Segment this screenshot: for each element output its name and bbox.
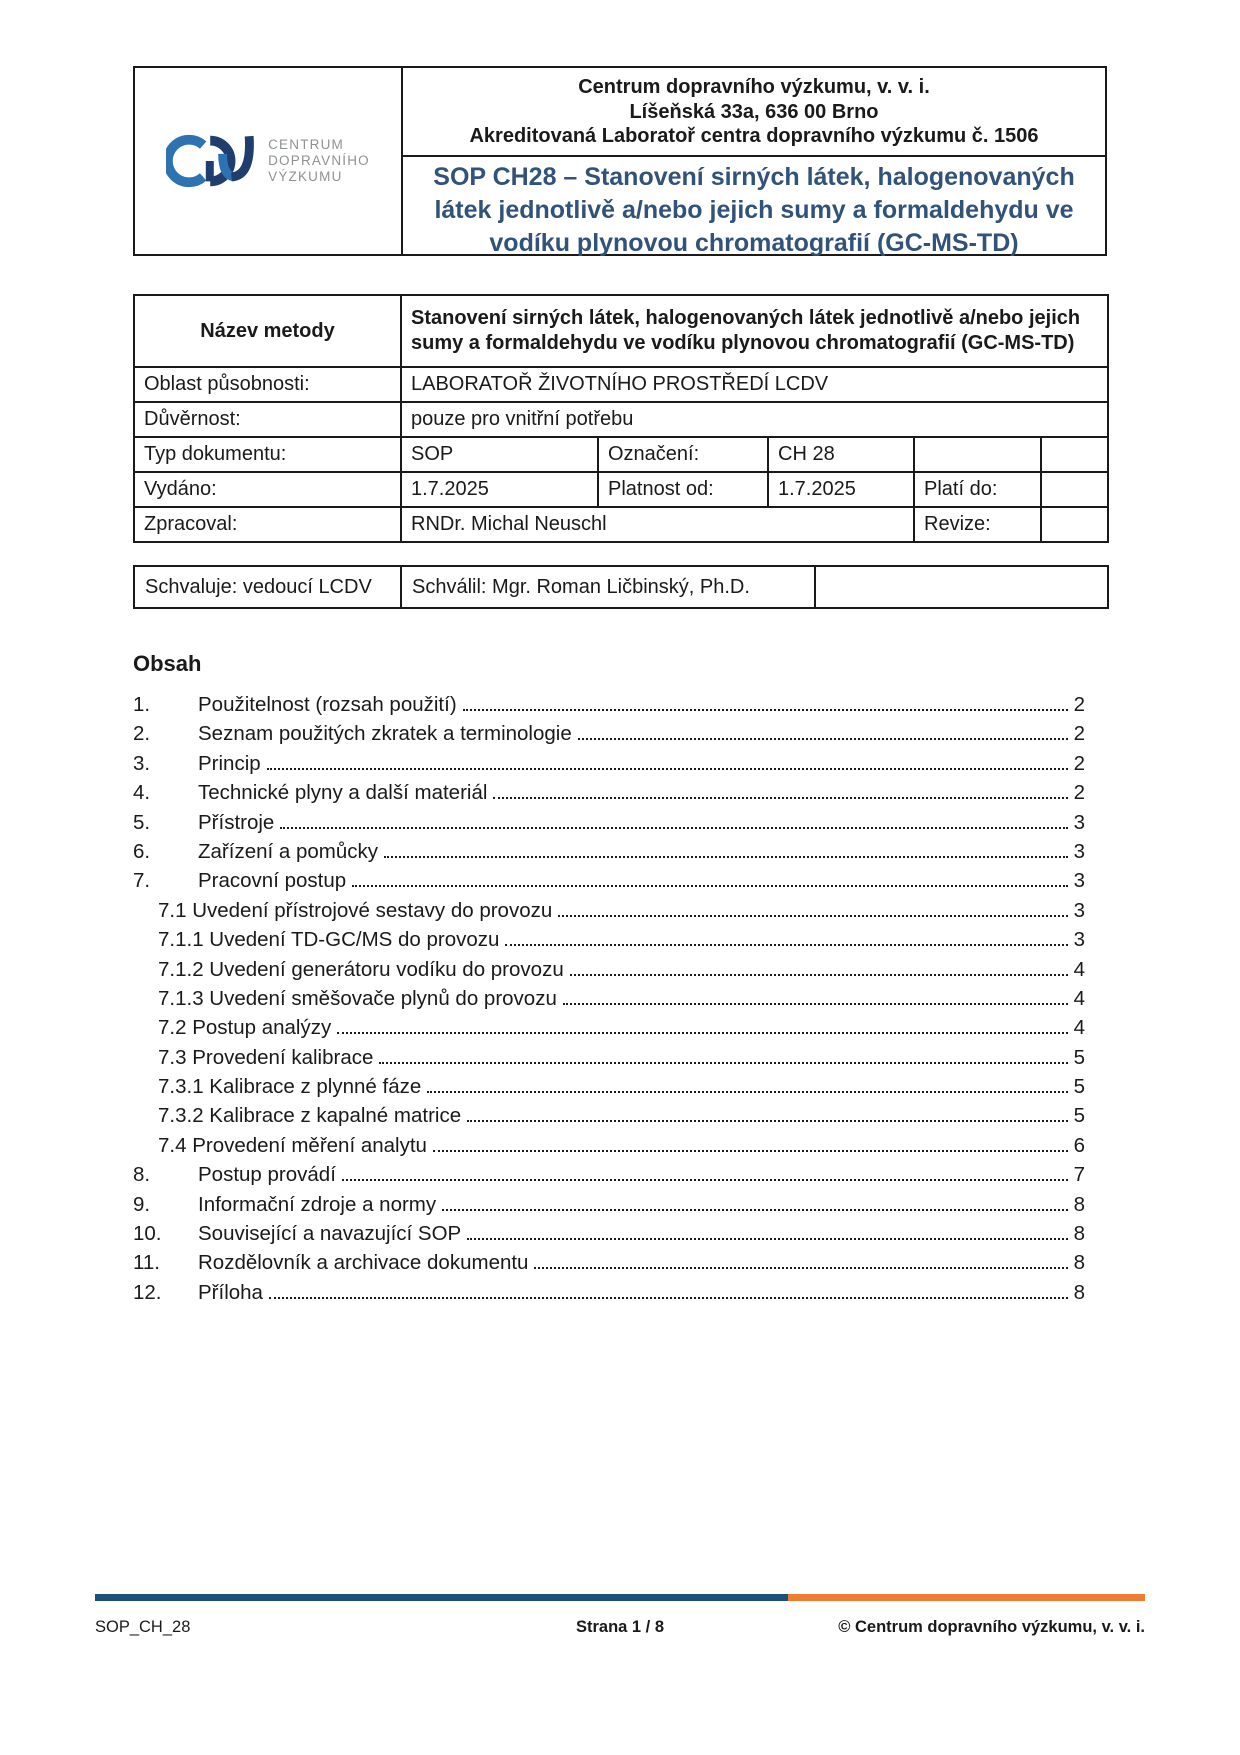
toc-item [133,752,1085,781]
toc-item-label: Použitelnost (rozsah použití) [198,693,457,716]
valid-from-value: 1.7.2025 [768,472,914,507]
toc-item [133,899,1085,928]
doc-type-value: SOP [401,437,598,472]
org-address: Líšeňská 33a, 636 00 Brno [629,100,879,123]
toc-dot-leader [558,900,1068,917]
toc-item-page: 3 [1073,928,1085,952]
toc-item-number: 10. [133,1222,162,1246]
toc-dot-leader [570,959,1068,976]
toc-dot-leader [427,1076,1068,1093]
toc-item-label: Přístroje [198,810,275,834]
toc-item-number: 2. [133,722,151,746]
document-title: SOP CH28 – Stanovení sirných látek, halogenovaných látek jednotlivě a/nebo jejich sumy a formaldehydu ve vodíku plynovou chromatografií (GC-MS-TD) [433,162,1075,257]
confidentiality-label: Důvěrnost: [134,402,401,437]
toc-item-page: 8 [1073,1251,1085,1275]
toc-item-page: 8 [1073,1280,1085,1304]
toc-item-label: Informační zdroje a normy [198,1192,437,1216]
method-name-label: Název metody [134,295,401,367]
method-name-value: Stanovení sirných látek, halogenovaných látek jednotlivě a/nebo jejich sumy a formaldehydu ve vodíku plynovou chromatografií (GC-MS-TD) [401,295,1108,367]
doc-type-label: Typ dokumentu: [134,437,401,472]
valid-until-value [1041,472,1108,507]
toc-item [133,781,1085,810]
toc-item-label: 7.1.2 Uvedení generátoru vodíku do provozu [158,957,564,981]
toc-item-label: 7.1 Uvedení přístrojové sestavy do provozu [158,898,553,922]
toc-item-number: 7. [133,869,151,893]
toc-item-label: Seznam použitých zkratek a terminologie [198,722,572,746]
method-info-table [133,294,1109,543]
org-name: Centrum dopravního výzkumu, v. v. i. [578,76,930,98]
toc-dot-leader [463,694,1068,711]
toc-dot-leader [505,929,1068,946]
footer-divider [95,1594,1145,1601]
toc-item [133,1075,1085,1104]
issued-label: Vydáno: [134,472,401,507]
toc-dot-leader [563,988,1068,1005]
toc-item-page: 7 [1073,1163,1085,1187]
toc-item-number: 12. [133,1280,162,1304]
toc-item-number: 6. [133,839,151,863]
toc-item-label: Příloha [198,1280,263,1304]
empty-cell [815,566,1108,608]
toc-item-number: 8. [133,1163,151,1187]
empty-cell [914,437,1041,472]
toc-item-page: 4 [1073,957,1085,981]
toc-item-page: 8 [1073,1222,1085,1246]
toc-dot-leader [337,1017,1068,1034]
designation-label: Označení: [598,437,768,472]
toc-dot-leader [578,723,1068,740]
toc-item [133,1163,1085,1192]
toc-item-label: Technické plyny a další materiál [198,781,488,805]
toc-item [133,1046,1085,1075]
toc-item-page: 5 [1073,1045,1085,1069]
empty-cell [1041,437,1108,472]
toc-item-label: Zařízení a pomůcky [198,839,379,863]
toc-item-page: 3 [1073,869,1085,893]
toc-dot-leader [433,1135,1068,1152]
toc-item-label: Postup provádí [198,1163,336,1187]
toc-item [133,1134,1085,1163]
toc-item-page: 3 [1073,839,1085,863]
toc-item-number: 4. [133,781,151,805]
approval-table [133,565,1109,609]
cdv-logo-icon [166,124,258,198]
footer-copyright: © Centrum dopravního výzkumu, v. v. i. [838,1618,1145,1636]
toc-dot-leader [467,1105,1068,1122]
author-label: Zpracoval: [134,507,401,542]
toc-dot-leader [442,1194,1068,1211]
toc-item-page: 2 [1073,751,1085,775]
toc-item-number: 1. [133,693,151,716]
toc-item [133,928,1085,957]
footer-page-number: Strana 1 / 8 [575,1618,665,1636]
toc-item [133,1251,1085,1280]
toc-dot-leader [467,1223,1068,1240]
issued-value: 1.7.2025 [401,472,598,507]
page-footer [95,1612,1145,1637]
designation-value: CH 28 [768,437,914,472]
logo-org-line: CENTRUM [268,137,345,152]
toc-item-label: 7.3.1 Kalibrace z plynné fáze [158,1075,422,1099]
approves-role: Schvaluje: vedoucí LCDV [134,566,401,608]
toc-item-number: 11. [133,1251,160,1275]
toc-item [133,840,1085,869]
toc-item [133,811,1085,840]
toc-item-page: 2 [1073,722,1085,746]
toc-item-page: 2 [1073,693,1085,716]
toc-item-label: 7.4 Provedení měření analytu [158,1133,427,1157]
document-header [133,66,1107,256]
logo-org-line: DOPRAVNÍHO [268,153,370,168]
author-value: RNDr. Michal Neuschl [401,507,914,542]
toc-item [133,987,1085,1016]
toc-item-page: 3 [1073,898,1085,922]
toc-item [133,722,1085,751]
toc-item-number: 5. [133,810,151,834]
org-info-block [403,68,1105,157]
toc-item [133,693,1085,722]
valid-from-label: Platnost od: [598,472,768,507]
toc-dot-leader [342,1164,1068,1181]
revision-value [1041,507,1108,542]
scope-value: LABORATOŘ ŽIVOTNÍHO PROSTŘEDÍ LCDV [401,367,1108,402]
scope-label: Oblast působnosti: [134,367,401,402]
toc-item [133,1193,1085,1222]
logo-org-line: VÝZKUMU [268,169,343,184]
toc-dot-leader [493,782,1068,799]
toc-item-number: 9. [133,1192,151,1216]
toc-item-page: 5 [1073,1104,1085,1128]
toc-item-label: Související a navazující SOP [198,1222,462,1246]
toc-item-page: 5 [1073,1075,1085,1099]
toc-dot-leader [384,841,1068,858]
toc-item-label: 7.2 Postup analýzy [158,1016,332,1040]
toc-list [133,693,1107,1310]
toc-item-number: 3. [133,751,151,775]
toc-item-page: 3 [1073,810,1085,834]
toc-item-page: 4 [1073,1016,1085,1040]
toc-item-page: 8 [1073,1192,1085,1216]
toc-heading: Obsah [133,651,202,676]
toc-item-label: 7.3 Provedení kalibrace [158,1045,374,1069]
toc-dot-leader [534,1252,1068,1269]
org-accreditation: Akreditovaná Laboratoř centra dopravního výzkumu č. 1506 [469,125,1039,147]
toc-item-label: Rozdělovník a archivace dokumentu [198,1251,529,1275]
toc-item-label: Pracovní postup [198,869,347,893]
toc-item-label: 7.3.2 Kalibrace z kapalné matrice [158,1104,462,1128]
toc-dot-leader [352,870,1068,887]
toc-item-page: 2 [1073,781,1085,805]
toc-item-label: 7.1.3 Uvedení směšovače plynů do provozu [158,986,557,1010]
toc-item [133,1104,1085,1133]
logo-cell [135,68,403,254]
footer-doc-code: SOP_CH_28 [95,1618,191,1636]
toc-dot-leader [379,1047,1068,1064]
toc-item-page: 4 [1073,986,1085,1010]
toc-item-label: Princip [198,751,261,775]
toc-dot-leader [280,812,1068,829]
revision-label: Revize: [914,507,1041,542]
toc-item [133,1281,1085,1310]
confidentiality-value: pouze pro vnitřní potřebu [401,402,1108,437]
toc-dot-leader [267,753,1068,770]
toc-item-label: 7.1.1 Uvedení TD-GC/MS do provozu [158,928,500,952]
toc-dot-leader [269,1282,1068,1299]
logo-org-text [268,137,370,185]
toc-item [133,1222,1085,1251]
toc-item [133,958,1085,987]
toc-item [133,869,1085,898]
approved-by: Schválil: Mgr. Roman Ličbinský, Ph.D. [401,566,815,608]
toc-item-page: 6 [1073,1133,1085,1157]
valid-until-label: Platí do: [914,472,1041,507]
toc-item [133,1016,1085,1045]
